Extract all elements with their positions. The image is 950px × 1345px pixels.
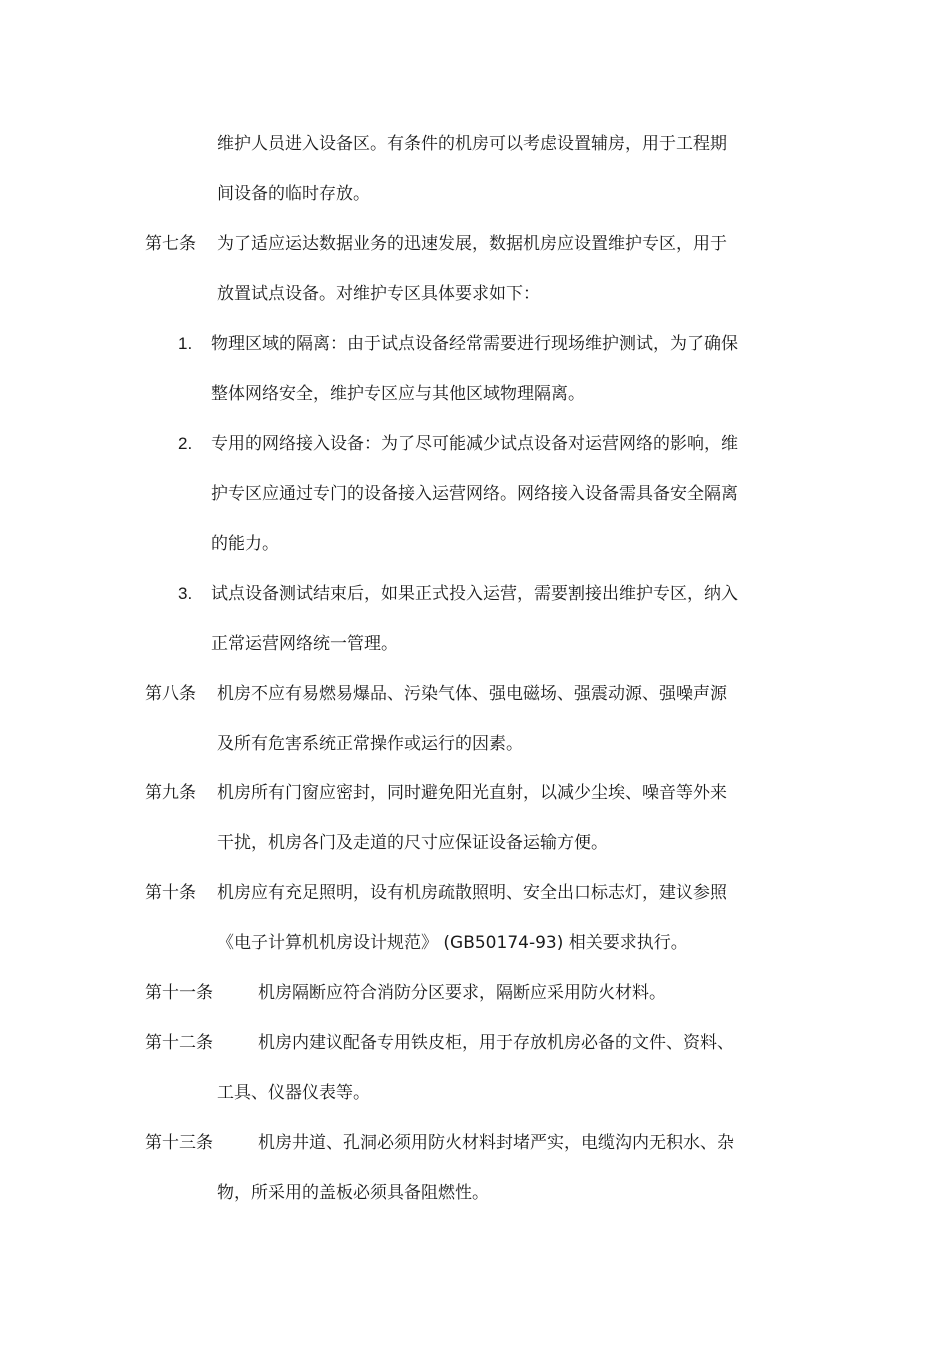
text-line: 机房所有门窗应密封，同时避免阳光直射，以减少尘埃、噪音等外来: [217, 783, 727, 803]
text-line: 专用的网络接入设备：为了尽可能减少试点设备对运营网络的影响，维: [211, 434, 738, 454]
text-line: 机房内建议配备专用铁皮柜，用于存放机房必备的文件、资料、: [258, 1033, 734, 1053]
text-line: 机房井道、孔洞必须用防火材料封堵严实，电缆沟内无积水、杂: [258, 1133, 734, 1153]
text-line: 《电子计算机机房设计规范》 (GB50174-93) 相关要求执行。: [217, 933, 688, 953]
text-line: 维护人员进入设备区。有条件的机房可以考虑设置辅房，用于工程期: [217, 134, 727, 154]
text-line: 及所有危害系统正常操作或运行的因素。: [217, 734, 523, 754]
list-number: 1.: [178, 334, 193, 353]
text-line: 护专区应通过专门的设备接入运营网络。网络接入设备需具备安全隔离: [211, 484, 738, 504]
list-number: 3.: [178, 584, 193, 603]
text-line: 干扰，机房各门及走道的尺寸应保证设备运输方便。: [217, 833, 608, 853]
article-label: 第十三条: [145, 1133, 213, 1153]
article-label: 第九条: [145, 783, 196, 803]
article-label: 第十一条: [145, 983, 213, 1003]
text-line: 试点设备测试结束后，如果正式投入运营，需要割接出维护专区，纳入: [211, 584, 738, 604]
article-label: 第十条: [145, 883, 196, 903]
text-line: 机房应有充足照明，设有机房疏散照明、安全出口标志灯，建议参照: [217, 883, 727, 903]
text-line: 的能力。: [211, 534, 279, 554]
text-line: 机房不应有易燃易爆品、污染气体、强电磁场、强震动源、强噪声源: [217, 684, 727, 704]
text-line: 为了适应运达数据业务的迅速发展，数据机房应设置维护专区，用于: [217, 234, 727, 254]
article-label: 第十二条: [145, 1033, 213, 1053]
text-line: 整体网络安全，维护专区应与其他区域物理隔离。: [211, 384, 585, 404]
text-line: 物，所采用的盖板必须具备阻燃性。: [217, 1183, 489, 1203]
text-line: 工具、仪器仪表等。: [217, 1083, 370, 1103]
text-line: 正常运营网络统一管理。: [211, 634, 398, 654]
article-label: 第八条: [145, 684, 196, 704]
text-line: 放置试点设备。对维护专区具体要求如下：: [217, 284, 540, 304]
text-line: 物理区域的隔离：由于试点设备经常需要进行现场维护测试，为了确保: [211, 334, 738, 354]
article-label: 第七条: [145, 234, 196, 254]
text-line: 间设备的临时存放。: [217, 184, 370, 204]
list-number: 2.: [178, 434, 193, 453]
text-line: 机房隔断应符合消防分区要求，隔断应采用防火材料。: [258, 983, 666, 1003]
